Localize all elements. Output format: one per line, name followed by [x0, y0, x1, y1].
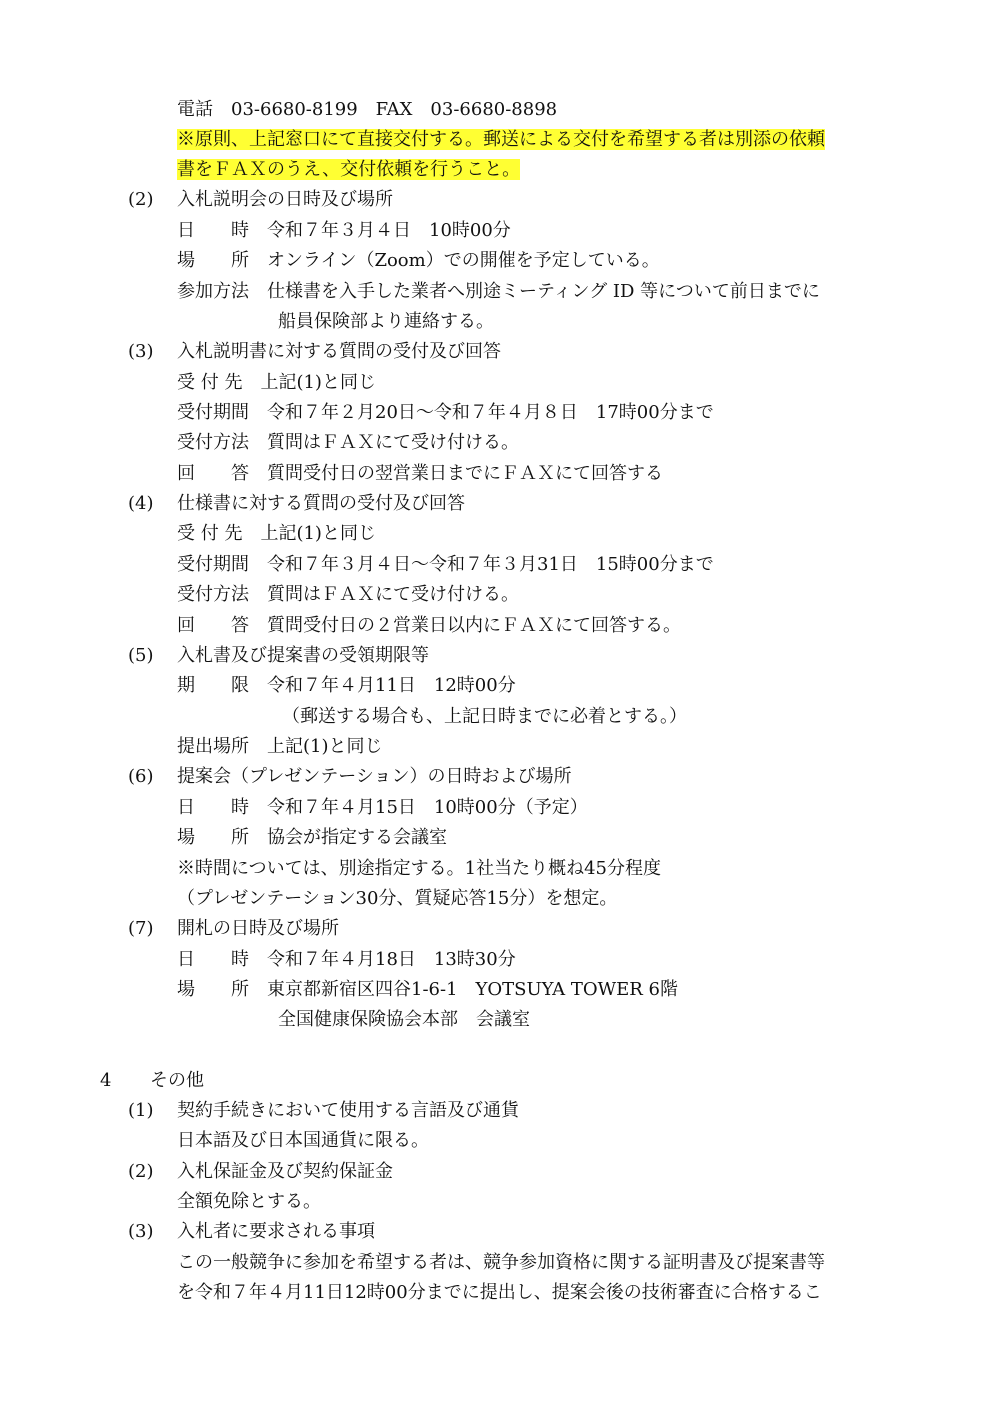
item-heading-4: 仕様書に対する質問の受付及び回答 — [177, 493, 465, 514]
other-item-number-2: (2) — [128, 1161, 154, 1182]
item-number-7: (7) — [128, 918, 154, 939]
item-heading-6: 提案会（プレゼンテーション）の日時および場所 — [177, 766, 572, 787]
notice-line-1 — [177, 126, 825, 154]
other-item-body-2: 全額免除とする。 — [177, 1191, 321, 1212]
other-item-number-3: (3) — [128, 1221, 154, 1242]
item-heading-5: 入札書及び提案書の受領期限等 — [177, 645, 429, 666]
q2-answer: 回 答 質問受付日の２営業日以内にＦＡＸにて回答する。 — [177, 615, 681, 636]
presentation-place: 場 所 協会が指定する会議室 — [177, 827, 447, 848]
presentation-note-2: （プレゼンテーション30分、質疑応答15分）を想定。 — [177, 888, 618, 909]
q1-answer: 回 答 質問受付日の翌営業日までにＦＡＸにて回答する — [177, 463, 663, 484]
other-item-heading-2: 入札保証金及び契約保証金 — [177, 1161, 393, 1182]
q1-method: 受付方法 質問はＦＡＸにて受け付ける。 — [177, 432, 519, 453]
item-number-3: (3) — [128, 341, 154, 362]
other-item-heading-1: 契約手続きにおいて使用する言語及び通貨 — [177, 1100, 519, 1121]
phone-fax-line: 電話 03-6680-8199 FAX 03-6680-8898 — [177, 99, 558, 120]
other-item-heading-3: 入札者に要求される事項 — [177, 1221, 375, 1242]
opening-place-cont: 全国健康保険協会本部 会議室 — [278, 1009, 530, 1030]
item-number-5: (5) — [128, 645, 154, 666]
q2-period: 受付期間 令和７年３月４日～令和７年３月31日 15時00分まで — [177, 554, 714, 575]
notice-highlight-2: 書をＦＡＸのうえ、交付依頼を行うこと。 — [177, 159, 521, 180]
q1-period: 受付期間 令和７年２月20日～令和７年４月８日 17時00分まで — [177, 402, 714, 423]
item-heading-7: 開札の日時及び場所 — [177, 918, 339, 939]
q1-recipient: 受 付 先 上記(1)と同じ — [177, 372, 376, 393]
presentation-note-1: ※時間については、別途指定する。1社当たり概ね45分程度 — [177, 858, 661, 879]
item-heading-2: 入札説明会の日時及び場所 — [177, 189, 393, 210]
briefing-method: 参加方法 仕様書を入手した業者へ別途ミーティング ID 等について前日までに — [177, 281, 820, 302]
opening-datetime: 日 時 令和７年４月18日 13時30分 — [177, 949, 516, 970]
deadline: 期 限 令和７年４月11日 12時00分 — [177, 675, 516, 696]
item-number-2: (2) — [128, 189, 154, 210]
notice-highlight-1: ※原則、上記窓口にて直接交付する。郵送による交付を希望する者は別添の依頼 — [177, 129, 825, 150]
briefing-place: 場 所 オンライン（Zoom）での開催を予定している。 — [177, 250, 660, 271]
deadline-note: （郵送する場合も、上記日時までに必着とする。） — [282, 706, 687, 727]
item-number-6: (6) — [128, 766, 154, 787]
other-item-body-3a: この一般競争に参加を希望する者は、競争参加資格に関する証明書及び提案書等 — [177, 1252, 825, 1273]
other-item-number-1: (1) — [128, 1100, 154, 1121]
other-item-body-3b: を令和７年４月11日12時00分までに提出し、提案会後の技術審査に合格するこ — [177, 1282, 822, 1303]
briefing-method-cont: 船員保険部より連絡する。 — [278, 311, 494, 332]
q2-recipient: 受 付 先 上記(1)と同じ — [177, 523, 376, 544]
q2-method: 受付方法 質問はＦＡＸにて受け付ける。 — [177, 584, 519, 605]
item-number-4: (4) — [128, 493, 154, 514]
item-heading-3: 入札説明書に対する質問の受付及び回答 — [177, 341, 501, 362]
section-number-4: 4 — [100, 1070, 112, 1091]
opening-place: 場 所 東京都新宿区四谷1-6-1 YOTSUYA TOWER 6階 — [177, 979, 679, 1000]
notice-line-2 — [177, 156, 520, 184]
section-heading-other: その他 — [150, 1070, 204, 1091]
presentation-datetime: 日 時 令和７年４月15日 10時00分（予定） — [177, 797, 588, 818]
briefing-datetime: 日 時 令和７年３月４日 10時00分 — [177, 220, 511, 241]
other-item-body-1: 日本語及び日本国通貨に限る。 — [177, 1130, 429, 1151]
submission-place: 提出場所 上記(1)と同じ — [177, 736, 383, 757]
